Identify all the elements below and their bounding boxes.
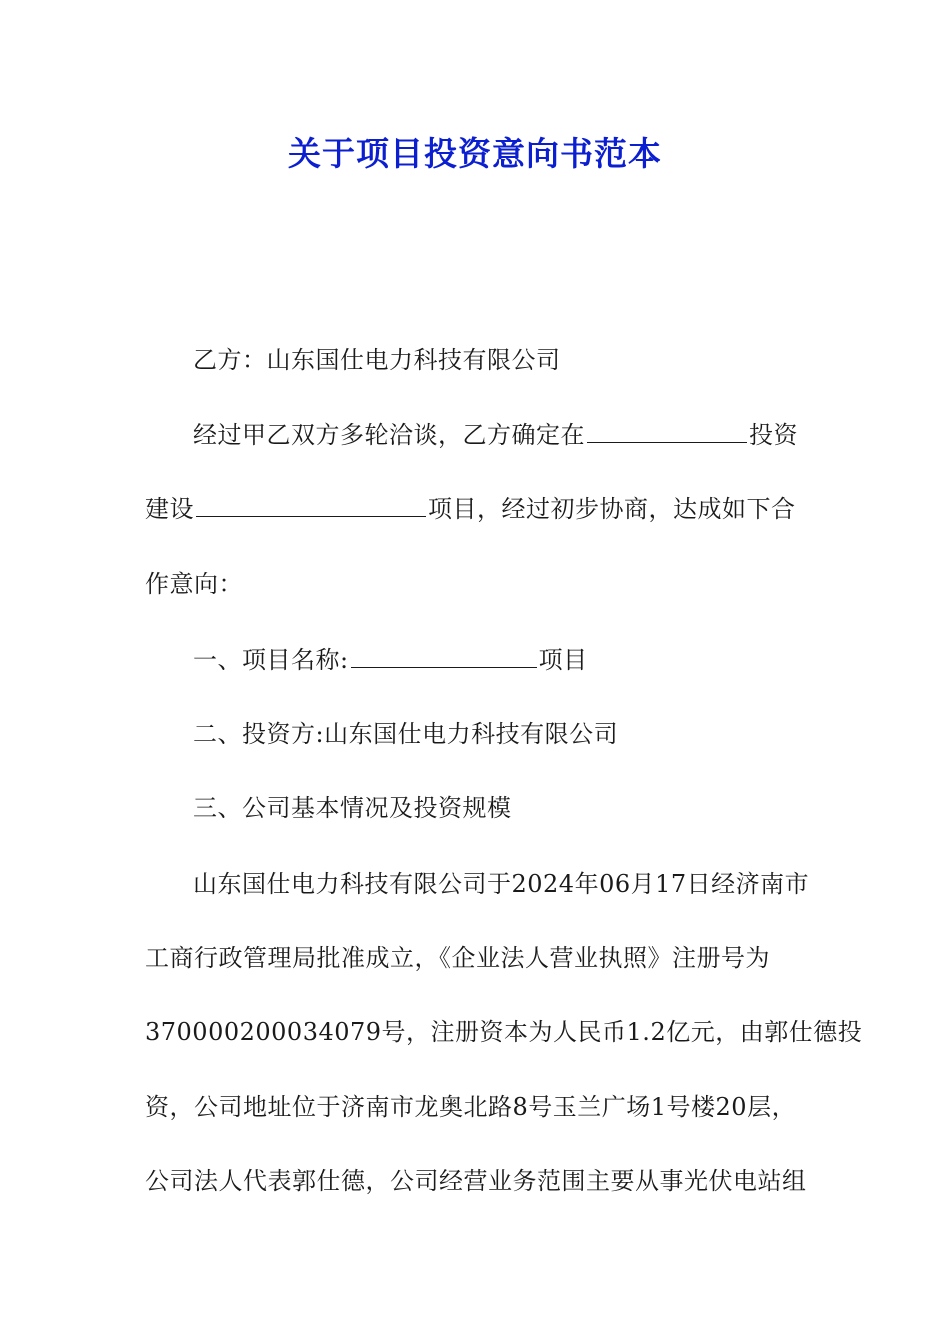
intro-text: 建设 bbox=[145, 495, 194, 523]
location-blank bbox=[587, 420, 747, 443]
item-label: 一、项目名称: bbox=[193, 646, 349, 674]
document-title: 关于项目投资意向书范本 bbox=[288, 134, 662, 173]
project-blank bbox=[196, 494, 426, 517]
project-name-blank bbox=[351, 645, 537, 668]
body-line: 公司法人代表郭仕德，公司经营业务范围主要从事光伏电站组 bbox=[145, 1167, 807, 1195]
body-line: 山东国仕电力科技有限公司于2024年06月17日经济南市 bbox=[193, 870, 810, 898]
intro-line-2 bbox=[145, 494, 815, 524]
item-investor: 二、投资方:山东国仕电力科技有限公司 bbox=[193, 720, 619, 748]
intro-text: 经过甲乙双方多轮洽谈，乙方确定在 bbox=[193, 421, 585, 449]
item-suffix: 项目 bbox=[538, 646, 588, 674]
party-b-line: 乙方：山东国仕电力科技有限公司 bbox=[193, 346, 561, 374]
intro-text: 投资 bbox=[749, 421, 798, 449]
item-company-info-heading: 三、公司基本情况及投资规模 bbox=[193, 794, 512, 822]
body-line: 资，公司地址位于济南市龙奥北路8号玉兰广场1号楼20层， bbox=[145, 1093, 797, 1121]
body-line: 370000200034079号，注册资本为人民币1.2亿元，由郭仕德投 bbox=[145, 1018, 863, 1046]
intro-text: 项目，经过初步协商，达成如下合 bbox=[428, 495, 796, 523]
intro-line-3: 作意向： bbox=[145, 570, 243, 598]
body-line: 工商行政管理局批准成立，《企业法人营业执照》注册号为 bbox=[145, 944, 770, 972]
intro-line-1 bbox=[193, 420, 863, 450]
item-project-name bbox=[193, 645, 863, 675]
